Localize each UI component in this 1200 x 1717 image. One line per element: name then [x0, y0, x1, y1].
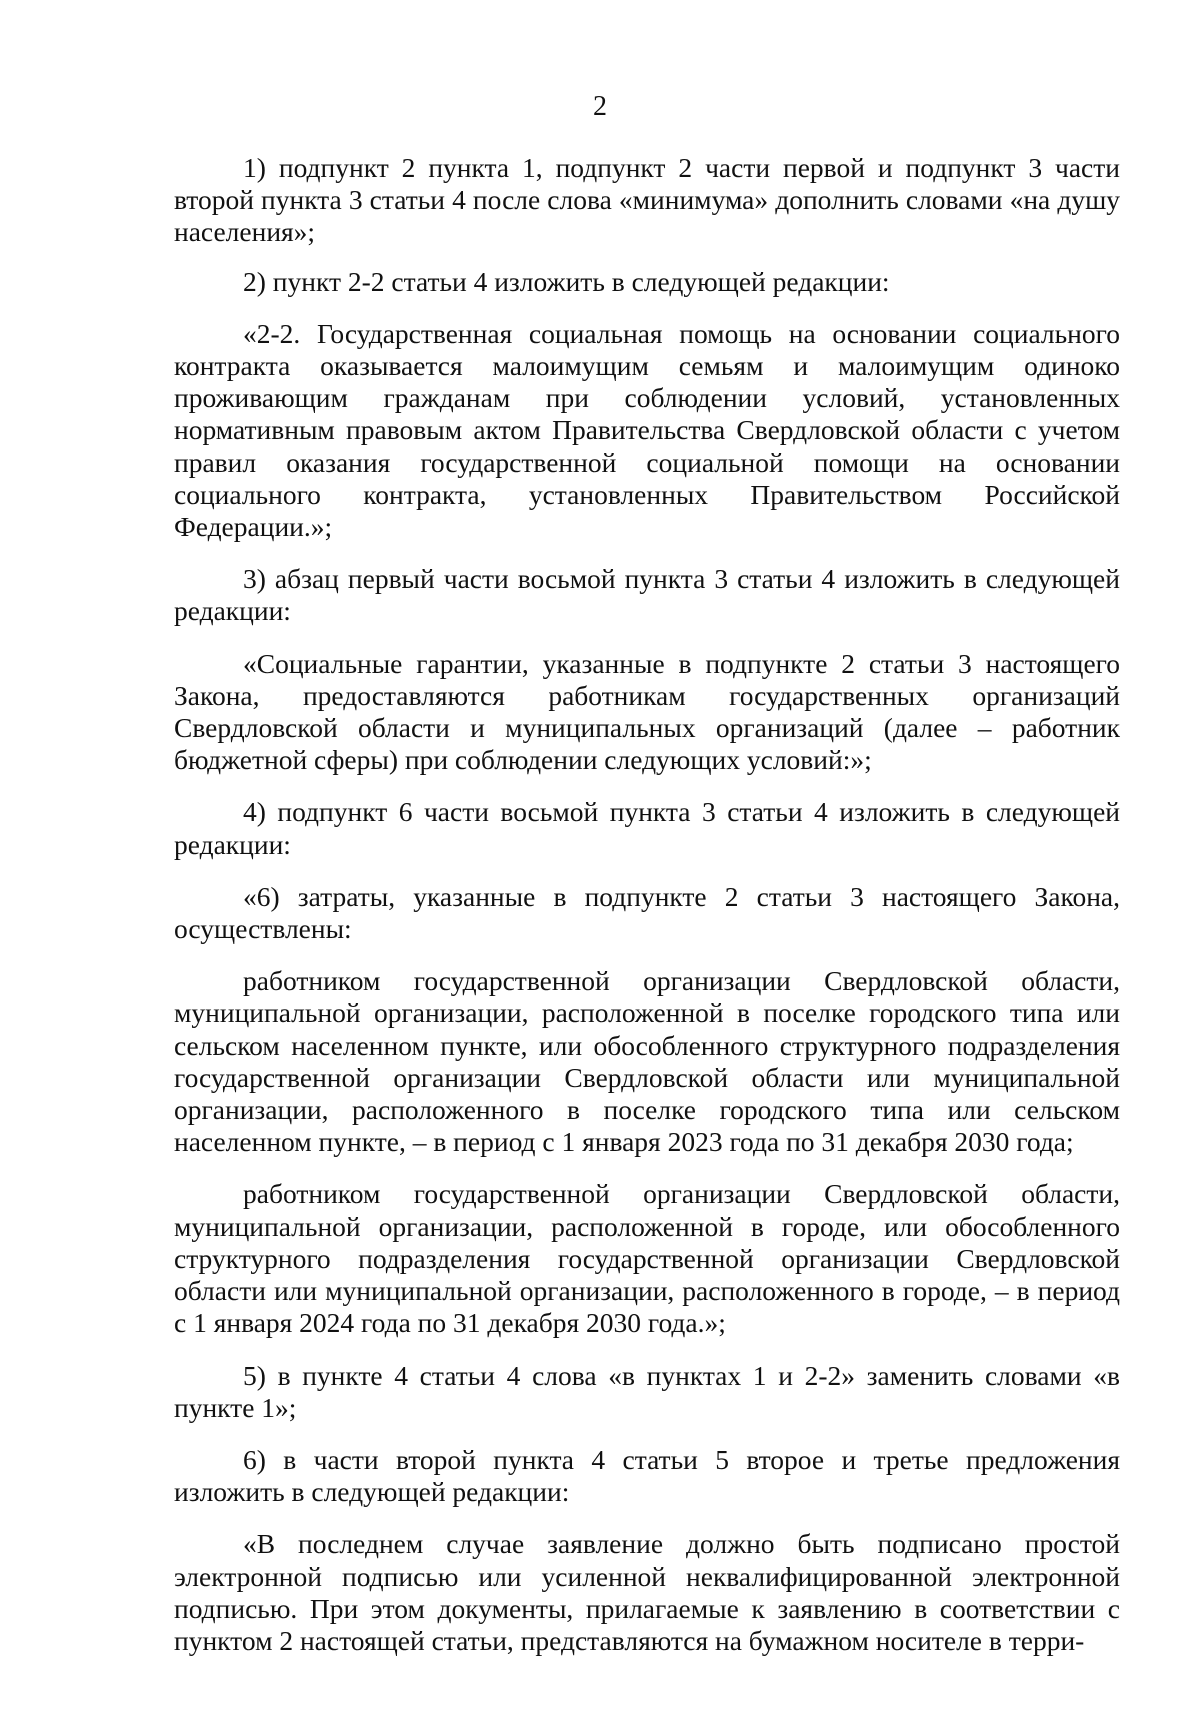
paragraph-10: 5) в пункте 4 статьи 4 слова «в пунктах 1 и 2-2» заменить словами «в пункте 1»;: [174, 1359, 1120, 1423]
paragraph-2: 2) пункт 2-2 статьи 4 изложить в следующей редакции:: [243, 265, 890, 297]
paragraph-8: работником государственной организации Свердловской области, муниципальной организации, расположенной в поселке городского типа или сельском населенном пункте, или обособленного структурного подразделения государственной организации Свердловской области или муниципальной организации, расположенного в поселке городского типа или сельском населенном пункте, – в период с 1 января 2023 года по 31 декабря 2030 года;: [174, 965, 1120, 1158]
page-number: 2: [593, 91, 607, 122]
paragraph-1: 1) подпункт 2 пункта 1, подпункт 2 части первой и подпункт 3 части второй пункта 3 статьи 4 после слова «минимума» дополнить словами «на душу населения»;: [174, 152, 1120, 248]
paragraph-5: «Социальные гарантии, указанные в подпункте 2 статьи 3 настоящего Закона, предоставляются работникам государственных организаций Свердловской области и муниципальных организаций (далее – работник бюджетной сферы) при соблюдении следующих условий:»;: [174, 647, 1120, 776]
document-body: [174, 152, 1120, 1657]
paragraph-3: «2-2. Государственная социальная помощь на основании социального контракта оказывается малоимущим семьям и малоимущим одиноко проживающим гражданам при соблюдении условий, установленных нормативным правовым актом Правительства Свердловской области с учетом правил оказания государственной социальной помощи на основании социального контракта, установленных Правительством Российской Федерации.»;: [174, 317, 1120, 543]
paragraph-7: «6) затраты, указанные в подпункте 2 статьи 3 настоящего Закона, осуществлены:: [174, 880, 1120, 945]
paragraph-4: 3) абзац первый части восьмой пункта 3 статьи 4 изложить в следующей редакции:: [174, 563, 1120, 627]
paragraph-6: 4) подпункт 6 части восьмой пункта 3 статьи 4 изложить в следующей редакции:: [174, 796, 1120, 860]
paragraph-9: работником государственной организации Свердловской области, муниципальной организации, расположенной в городе, или обособленного структурного подразделения государственной организации Свердловской области или муниципальной организации, расположенного в городе, – в период с 1 января 2024 года по 31 декабря 2030 года.»;: [174, 1178, 1120, 1339]
paragraph-12: «В последнем случае заявление должно быть подписано простой электронной подписью или усиленной неквалифицированной электронной подписью. При этом документы, прилагаемые к заявлению в соответствии с пунктом 2 настоящей статьи, представляются на бумажном носителе в терри-: [174, 1528, 1120, 1656]
paragraph-11: 6) в части второй пункта 4 статьи 5 второе и третье предложения изложить в следующей редакции:: [174, 1443, 1120, 1508]
